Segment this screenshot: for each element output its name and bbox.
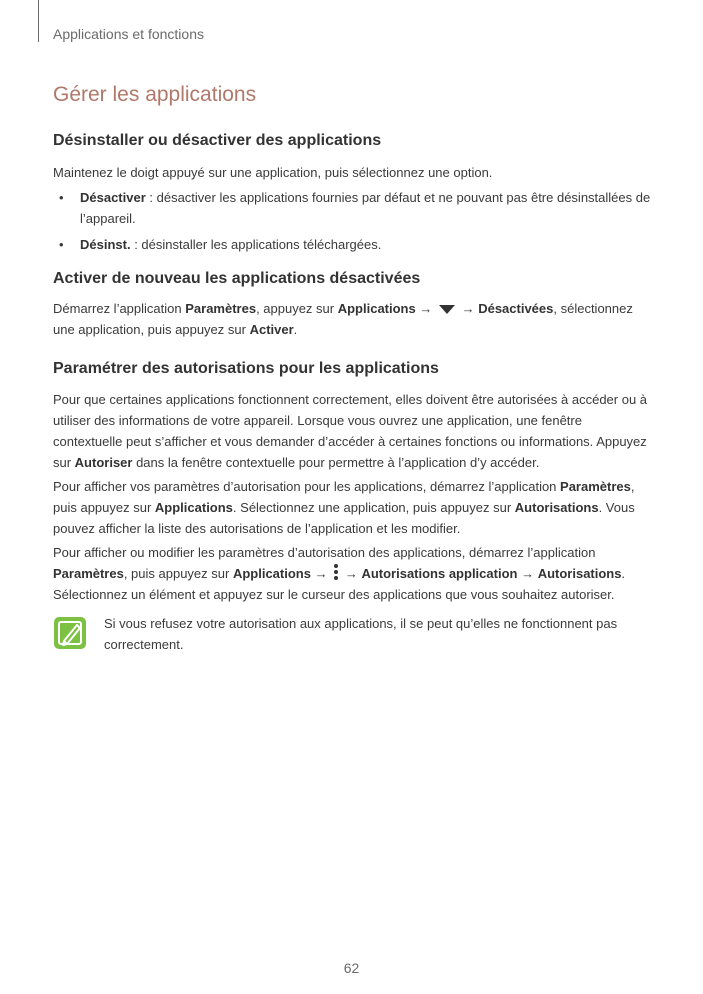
bullet: • (59, 190, 64, 205)
document-body (53, 130, 651, 655)
arrow: → (341, 566, 362, 581)
term-autorisations: Autorisations (514, 500, 599, 515)
text-run: , appuyez sur (256, 301, 338, 316)
text-run: Pour afficher vos paramètres d’autorisation pour les applications, démarrez l’application (53, 479, 561, 494)
uninstall-intro: Maintenez le doigt appuyé sur une application, puis sélectionnez une option. (53, 165, 493, 180)
section-heading-uninstall: Désinstaller ou désactiver des applications (53, 132, 382, 149)
term-parametres: Paramètres (560, 479, 631, 494)
term-applications: Applications (337, 301, 416, 316)
term-parametres: Paramètres (185, 301, 257, 316)
list-item (53, 234, 651, 255)
page-title: Gérer les applications (53, 83, 257, 106)
term-autorisations: Autorisations (537, 566, 622, 581)
option-uninstall: Désinst. (80, 237, 131, 252)
arrow: → (415, 301, 436, 316)
text-run: . Sélectionnez un élément et appuyez sur le curseur des applications que vous souhaitez autoriser. (53, 566, 626, 602)
term-autoriser: Autoriser (74, 455, 133, 470)
term-autorisations-application: Autorisations application (361, 566, 518, 581)
list-item (53, 187, 651, 229)
text-run: Pour afficher ou modifier les paramètres d’autorisation des applications, démarrez l’application (53, 545, 596, 560)
permissions-paragraph-2 (53, 476, 651, 539)
permissions-paragraph-1 (53, 389, 651, 473)
uninstall-options-list (53, 187, 651, 255)
note-pencil-icon (53, 616, 87, 650)
permissions-paragraph-3 (53, 542, 651, 605)
term-applications: Applications (232, 566, 311, 581)
text-run: , puis appuyez sur (53, 479, 635, 515)
arrow: → (457, 301, 479, 316)
note-box (53, 613, 651, 655)
text-run: , puis appuyez sur (123, 566, 233, 581)
term-parametres: Paramètres (53, 566, 124, 581)
term-applications: Applications (154, 500, 233, 515)
page-number: 62 (343, 960, 360, 976)
header-divider (38, 0, 39, 42)
term-desactivees: Désactivées (478, 301, 554, 316)
text-run: . Vous pouvez afficher la liste des autorisations de l’application et les modifier. (53, 500, 635, 536)
more-options-icon (333, 563, 339, 581)
text-run: . Sélectionnez une application, puis appuyez sur (232, 500, 515, 515)
text-run: Démarrez l’application (53, 301, 186, 316)
text-run: dans la fenêtre contextuelle pour permettre à l’application d’y accéder. (132, 455, 540, 470)
note-text: Si vous refusez votre autorisation aux applications, il se peut qu’elles ne fonctionnent pas correctement. (104, 616, 618, 652)
option-uninstall-desc: : désinstaller les applications téléchargées. (130, 237, 382, 252)
option-disable-desc: : désactiver les applications fournies par défaut et ne pouvant pas être désinstallées de l’appareil. (80, 190, 651, 226)
running-head: Applications et fonctions (53, 26, 204, 42)
bullet: • (59, 237, 64, 252)
text-run: , sélectionnez une application, puis appuyez sur (53, 301, 633, 337)
section-heading-reactivate: Activer de nouveau les applications désactivées (53, 270, 421, 287)
reactivate-paragraph (53, 298, 651, 340)
arrow: → (310, 566, 332, 581)
section-heading-permissions: Paramétrer des autorisations pour les applications (53, 360, 439, 377)
dropdown-triangle-icon (439, 305, 455, 314)
term-activer: Activer (249, 322, 294, 337)
text-run: . (293, 322, 298, 337)
arrow: → (517, 566, 538, 581)
text-run: Pour que certaines applications fonctionnent correctement, elles doivent être autorisées à accéder ou à utiliser des informations de votre appareil. Lorsque vous ouvrez une application, une fenêtre contextuelle peut s’afficher et vous demander d’accéder à certaines fonctions ou informations. Appuyez sur (53, 392, 648, 470)
option-disable: Désactiver (80, 190, 146, 205)
